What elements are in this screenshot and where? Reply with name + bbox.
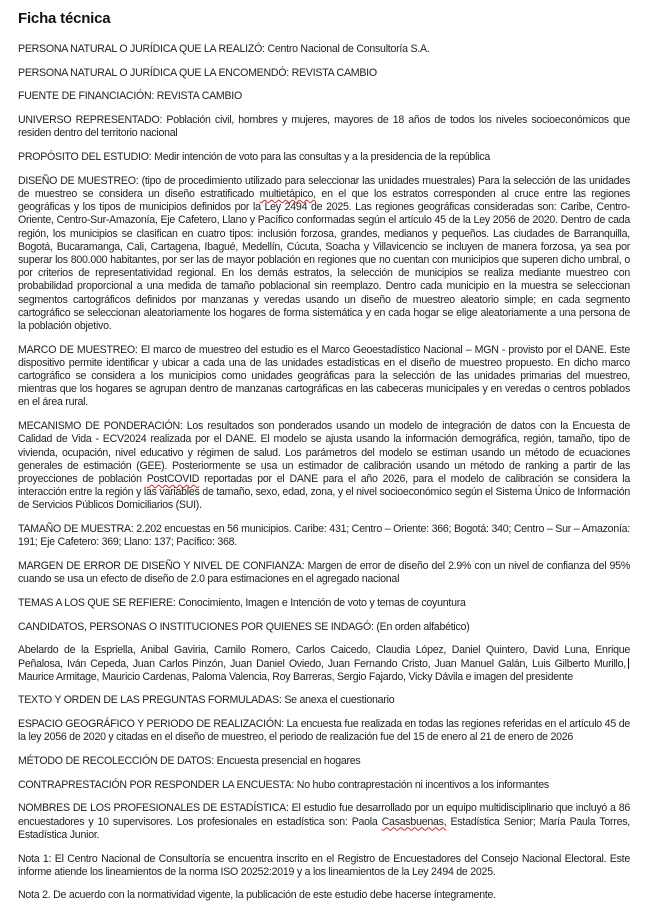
field-profesionales-estadistica	[18, 802, 630, 842]
field-proposito-estudio: PROPÓSITO DEL ESTUDIO: Medir intención de voto para las consultas y a la presidencia de la república	[18, 151, 490, 164]
field-margen-error: MARGEN DE ERROR DE DISEÑO Y NIVEL DE CONFIANZA: Margen de error de diseño del 2.9% con un nivel de confianza del 95% cuando se usa un efecto de diseño de 2.0 para estimaciones en el agregado nacional	[18, 560, 630, 586]
note-1: Nota 1: El Centro Nacional de Consultoría se encuentra inscrito en el Registro de Encuestadores del Consejo Nacional Electoral. Este informe atiende los lineamientos de la norma ISO 20252:2019 y a los lineamientos de la Ley 2494 de 2025.	[18, 852, 630, 878]
document-title: Ficha técnica	[18, 10, 111, 27]
text-segment: Maurice Armitage, Mauricio Cardenas, Paloma Valencia, Roy Barreras, Sergio Fajardo, Vicky Dávila e imagen del presidente	[18, 670, 573, 683]
text-segment: DISEÑO DE MUESTREO: (tipo de procedimiento utilizado para seleccionar las unidades muestrales) Para la selección de las unidades de muestreo se considera un diseño estratificado	[18, 174, 630, 200]
field-tamano-muestra: TAMAÑO DE MUESTRA: 2.202 encuestas en 56 municipios. Caribe: 431; Centro – Oriente: 366; Bogotá: 340; Centro – Sur – Amazonía: 191; Eje Cafetero: 369; Llano: 137; Pacífico: 368.	[18, 523, 630, 549]
field-texto-orden-preguntas: TEXTO Y ORDEN DE LAS PREGUNTAS FORMULADAS: Se anexa el cuestionario	[18, 694, 395, 707]
field-candidatos-encabezado: CANDIDATOS, PERSONAS O INSTITUCIONES POR QUIENES SE INDAGÓ: (En orden alfabético)	[18, 620, 470, 633]
field-persona-encomendo: PERSONA NATURAL O JURÍDICA QUE LA ENCOMENDÓ: REVISTA CAMBIO	[18, 66, 377, 79]
misspelled-word: PostCOVID	[146, 472, 200, 485]
text-segment: NOMBRES DE LOS PROFESIONALES DE ESTADÍSTICA: El estudio fue desarrollado por un equipo multidisciplinario que incluyó a 86 encuestadores y 10 supervisores. Los profesionales en estadística son: Paola	[18, 802, 630, 828]
field-diseno-muestreo	[18, 175, 630, 333]
text-segment: reportadas por el DANE para el año 2026, para el modelo de calibración se considera la interacción entre la región y las variables de tamaño, sexo, edad, zona, y el nivel socioeconómico según el Sistema Único de Información de Servicios Públicos Domiciliarios (SUI).	[18, 472, 630, 512]
field-fuente-financiacion: FUENTE DE FINANCIACIÓN: REVISTA CAMBIO	[18, 90, 242, 103]
text-cursor	[628, 658, 629, 669]
text-segment: Abelardo de la Espriella, Anibal Gaviria, Camilo Romero, Carlos Caicedo, Claudia López, Daniel Quintero, David Luna, Enrique Peñalosa, Iván Cepeda, Juan Carlos Pinzón, Juan Daniel Oviedo, Juan Fernando Cristo, Juan Manuel Galán, Luis Gilberto Murillo,	[18, 644, 630, 670]
text-segment: MECANISMO DE PONDERACIÓN: Los resultados son ponderados usando un modelo de integración de datos con la Encuesta de Calidad de Vida - ECV2024 realizada por el DANE. El modelo se ajusta usando la información demográfica, región, tamaño, tipo de vivienda, ocupación, nivel educativo y régimen de salud. Los parámetros del modelo se estiman usando un método de ecuaciones generales de estimación (GEE). Posteriormente se usa un estimador de calibración usando un método de ranking a partir de las proyecciones de población	[18, 420, 630, 485]
field-persona-realizo: PERSONA NATURAL O JURÍDICA QUE LA REALIZÓ: Centro Nacional de Consultoría S.A.	[18, 43, 430, 55]
misspelled-word: Casasbuenas,	[381, 815, 447, 828]
field-contraprestacion: CONTRAPRESTACIÓN POR RESPONDER LA ENCUESTA: No hubo contraprestación ni incentivos a los informantes	[18, 778, 549, 791]
field-marco-muestreo: MARCO DE MUESTREO: El marco de muestreo del estudio es el Marco Geoestadístico Nacional – MGN - provisto por el DANE. Este dispositivo permite identificar y ubicar a cada una de las unidades estadísticas en el diseño de muestreo propuesto. En dicho marco cartográfico se considera a los municipios como unidades geográficas para la selección de las unidades primarias del muestreo, mientras que los hogares se agrupan dentro de manzanas cartográficas en las cabeceras municipales y en veredas o centros poblados en el área rural.	[18, 343, 630, 409]
field-espacio-periodo: ESPACIO GEOGRÁFICO Y PERIODO DE REALIZACIÓN: La encuesta fue realizada en todas las regiones referidas en el artículo 45 de la ley 2056 de 2020 y citadas en el diseño de muestreo, el periodo de realización fue del 15 de enero al 21 de enero de 2026	[18, 718, 630, 744]
text-segment: Estadística Senior; María Paula Torres, Estadística Junior.	[18, 815, 630, 841]
field-temas: TEMAS A LOS QUE SE REFIERE: Conocimiento, Imagen e Intención de voto y temas de coyuntura	[18, 596, 466, 609]
note-2: Nota 2. De acuerdo con la normatividad vigente, la publicación de este estudio debe hacerse íntegramente.	[18, 889, 496, 902]
field-mecanismo-ponderacion	[18, 420, 630, 512]
field-candidatos-lista	[18, 644, 630, 684]
field-metodo-recoleccion: MÉTODO DE RECOLECCIÓN DE DATOS: Encuesta presencial en hogares	[18, 755, 361, 768]
misspelled-word: multietápico,	[259, 187, 316, 200]
text-segment: en el que los estratos corresponden al cruce entre las regiones geográficas y los tipos de municipios definidos por la Ley 2494 de 2025. Las regiones geográficas consideradas son: Caribe, Centro-Oriente, Centro-Sur-Amazonía, Eje Cafetero, Llano y Pacífico conformadas según el artículo 45 de la Ley 2056 de 2020. Dentro de cada región, los municipios se clasifican en cuatro tipos: inclusión forzosa, grandes, medianos y pequeños. Las ciudades de Barranquilla, Bogotá, Bucaramanga, Cali, Cartagena, Ibagué, Medellín, Cúcuta, Soacha y Villavicencio se incluyen de manera forzosa, ya sea por superar los 800.000 habitantes, por ser las de mayor población en regiones que no cuentan con municipios que superen dicho umbral, o por criterios de representatividad regional. En los demás estratos, la selección de municipios se realiza mediante muestreo con probabilidad proporcional a una medida de tamaño poblacional sin reemplazo. Dentro cada municipio en la muestra se seleccionan segmentos cartográficos definidos por manzanas y veredas usando un diseño de muestreo aleatorio simple; en cada segmento cartográfico se seleccionan aleatoriamente los hogares de forma sistemática y en cada hogar se elige aleatoriamente a una persona de la población objetivo.	[18, 187, 630, 332]
field-universo-representado: UNIVERSO REPRESENTADO: Población civil, hombres y mujeres, mayores de 18 años de todos los niveles socioeconómicos que residen dentro del territorio nacional	[18, 114, 630, 140]
